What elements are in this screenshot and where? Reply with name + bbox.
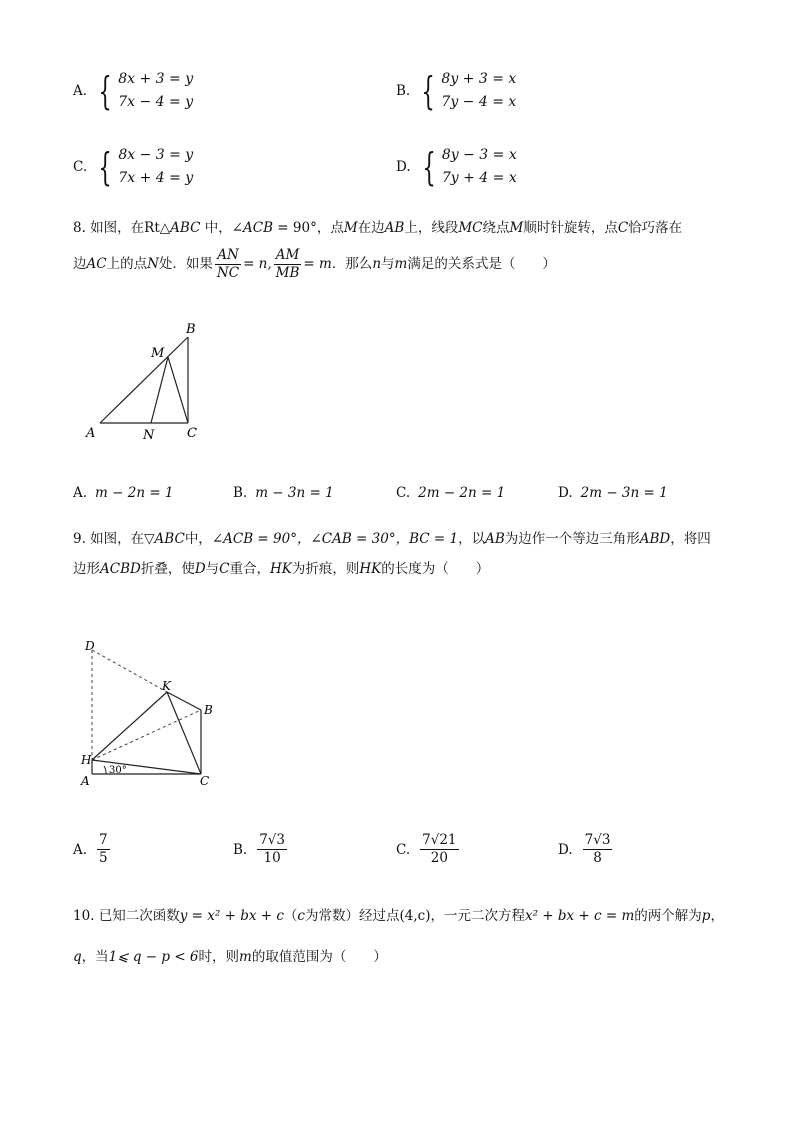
q7-option-c[interactable] — [73, 144, 193, 190]
q8-option-d[interactable]: D. 2m − 3n = 1 — [558, 485, 668, 501]
q8-triangle-figure — [80, 315, 220, 445]
label-a: A — [86, 426, 96, 441]
q7-option-b[interactable] — [396, 68, 516, 114]
q9-option-b[interactable]: B. $\frac{7√3}{10}$ — [233, 832, 285, 866]
q8-option-c[interactable]: C. 2m − 2n = 1 — [396, 485, 506, 501]
q8-option-a[interactable]: A. m − 2n = 1 — [73, 485, 174, 501]
segment-mn — [151, 357, 168, 423]
label-d: D — [85, 639, 95, 653]
label-c: C — [187, 426, 197, 441]
option-label: D. — [396, 159, 411, 175]
dashed-dk — [92, 650, 167, 692]
q10-stem-line2: q，当1⩽ q − p < 6时，则m的取值范围为（ ） — [73, 949, 387, 965]
label-m: M — [151, 346, 165, 361]
q9-option-c[interactable]: C. $\frac{7√21}{20}$ — [396, 832, 457, 866]
segment-mc — [168, 357, 188, 423]
equation-1: 8x − 3 = y — [118, 147, 194, 163]
q7-option-a[interactable] — [73, 68, 193, 114]
brace-icon: { — [422, 145, 436, 189]
equation-2: 7y + 4 = x — [441, 170, 517, 186]
equation-1: 8y + 3 = x — [441, 71, 517, 87]
label-angle: 30° — [109, 765, 127, 776]
angle-arc — [104, 766, 106, 774]
label-k: K — [162, 679, 171, 693]
label-a: A — [81, 774, 90, 788]
brace-icon: { — [98, 69, 112, 113]
label-b: B — [204, 703, 213, 717]
equation-2: 7x − 4 = y — [118, 94, 194, 110]
q9-stem-line1: 9. 如图，在▽ABC中，∠ACB = 90°，∠CAB = 30°，BC = 1，以AB为边作一个等边三角形ABD，将四 — [73, 531, 711, 547]
equation-2: 7y − 4 = x — [441, 94, 517, 110]
q9-fold-figure — [70, 630, 240, 795]
option-label: C. — [73, 159, 88, 175]
label-h: H — [81, 753, 92, 767]
q9-option-a[interactable]: A. $\frac{7}{5}$ — [73, 832, 108, 866]
fraction-an-nc: $\frac{AN}{NC}$ — [216, 246, 240, 281]
label-n: N — [143, 428, 155, 443]
option-label: B. — [396, 83, 411, 99]
q9-stem-line2: 边形ACBD折叠，使D与C重合，HK为折痕，则HK的长度为（ ） — [73, 561, 490, 577]
equation-1: 8x + 3 = y — [118, 71, 194, 87]
segment-hk — [92, 692, 167, 760]
brace-icon: { — [98, 145, 112, 189]
equation-2: 7x + 4 = y — [118, 170, 194, 186]
q9-option-d[interactable]: D. $\frac{7√3}{8}$ — [558, 832, 611, 866]
q8-option-b[interactable]: B. m − 3n = 1 — [233, 485, 334, 501]
option-label: A. — [73, 83, 88, 99]
equation-1: 8y − 3 = x — [441, 147, 517, 163]
q8-stem-line2: 边 AC 上的点 N 处．如果 $\frac{AN}{NC}$ = n, $\frac{AM}{MB}$ = m ．那么 n 与 m 满足的关系式是（ ） — [73, 246, 556, 281]
label-c: C — [200, 774, 210, 788]
q8-stem-line1: 8. 如图，在Rt△ABC 中，∠ACB = 90°，点M在边AB上，线段MC绕点M顺时针旋转，点C恰巧落在 — [73, 220, 683, 236]
label-b: B — [186, 322, 196, 337]
fraction-am-mb: $\frac{AM}{MB}$ — [275, 246, 300, 281]
brace-icon: { — [421, 69, 435, 113]
segment-kc — [167, 692, 201, 774]
segment-kb — [167, 692, 201, 710]
q10-stem-line1: 10. 已知二次函数y = x² + bx + c（c为常数）经过点(4,c)，一元二次方程x² + bx + c = m的两个解为p， — [73, 908, 724, 924]
q7-option-d[interactable] — [396, 144, 517, 190]
